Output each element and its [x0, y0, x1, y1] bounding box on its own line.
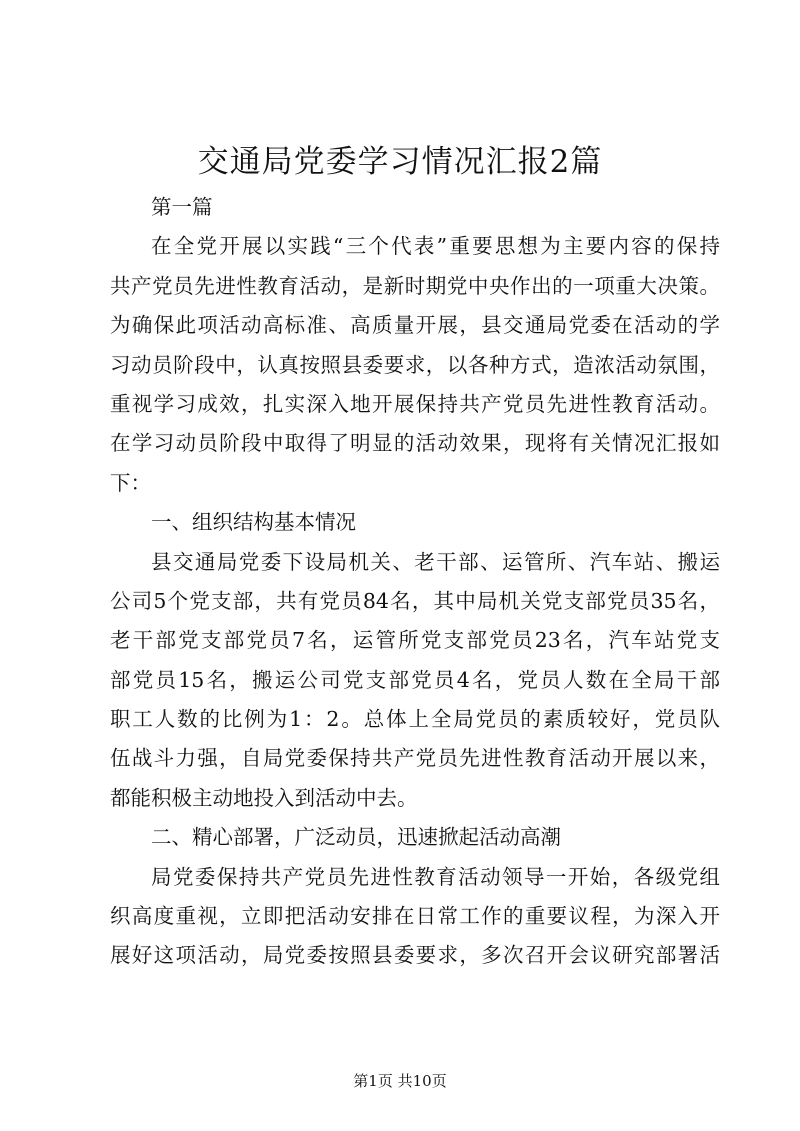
text-line: 县交通局党委下设局机关、老干部、运管所、汽车站、搬运 [151, 549, 720, 574]
text-line: 在全党开展以实践“三个代表”重要思想为主要内容的保持 [151, 234, 720, 259]
text-line: 公司5个党支部，共有党员84名，其中局机关党支部党员35名， [110, 588, 720, 613]
text-line: 伍战斗力强，自局党委保持共产党员先进性教育活动开展以来， [110, 746, 720, 771]
text-line: 习动员阶段中，认真按照县委要求，以各种方式，造浓活动氛围， [110, 352, 720, 377]
document-title: 交通局党委学习情况汇报2篇 [197, 144, 603, 180]
text-line: 展好这项活动，局党委按照县委要求，多次召开会议研究部署活 [110, 943, 720, 968]
page-footer: 第1页 共10页 [353, 1072, 447, 1090]
text-line: 下： [110, 470, 151, 495]
text-line: 共产党员先进性教育活动，是新时期党中央作出的一项重大决策。 [110, 273, 720, 298]
text-line: 部党员15名，搬运公司党支部党员4名，党员人数在全局干部 [110, 667, 720, 692]
text-line: 为确保此项活动高标准、高质量开展，县交通局党委在活动的学 [110, 313, 720, 338]
text-line: 职工人数的比例为1：2。总体上全局党员的素质较好，党员队 [110, 707, 720, 732]
text-line: 局党委保持共产党员先进性教育活动领导一开始，各级党组 [151, 864, 720, 889]
text-line: 在学习动员阶段中取得了明显的活动效果，现将有关情况汇报如 [110, 431, 720, 456]
document-body [110, 188, 720, 976]
text-line: 都能积极主动地投入到活动中去。 [110, 785, 418, 810]
text-line: 织高度重视，立即把活动安排在日常工作的重要议程，为深入开 [110, 904, 720, 929]
text-line: 重视学习成效，扎实深入地开展保持共产党员先进性教育活动。 [110, 391, 720, 416]
text-line: 二、精心部署，广泛动员，迅速掀起活动高潮 [151, 825, 561, 850]
text-line: 一、组织结构基本情况 [151, 510, 356, 535]
text-line: 老干部党支部党员7名，运管所党支部党员23名，汽车站党支 [110, 628, 720, 653]
text-line: 第一篇 [151, 195, 213, 219]
